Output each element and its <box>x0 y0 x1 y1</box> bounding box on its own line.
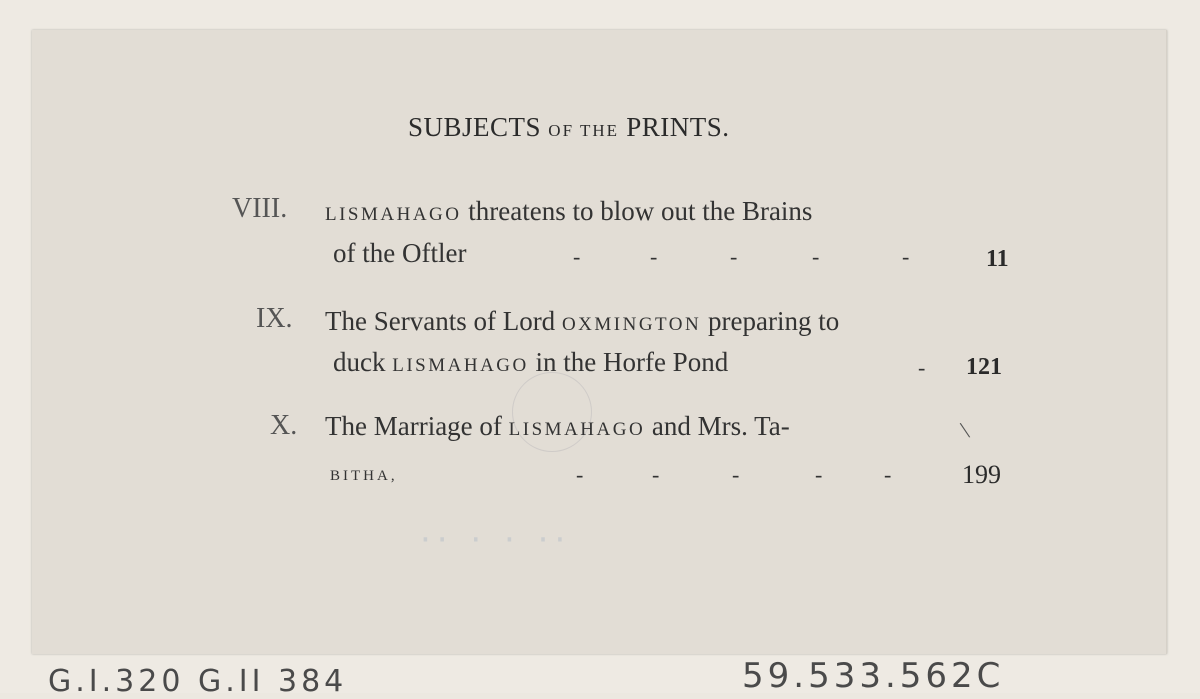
leader-dash: - <box>652 462 660 487</box>
page-number: 121 <box>966 354 1002 380</box>
handwritten-accession-left: G.I.320 G.II 384 <box>48 664 348 699</box>
leader-dash: - <box>573 244 581 269</box>
leader-dash: - <box>650 244 658 269</box>
leader-dash: - <box>730 244 738 269</box>
small-caps-name: BITHA, <box>330 468 398 484</box>
faint-bleedthrough: ·· · · ·· <box>420 520 572 560</box>
handwritten-accession-right: 59.533.562C <box>742 656 1005 696</box>
entry-line <box>325 306 839 337</box>
entry-text: and Mrs. Ta- <box>651 411 790 441</box>
leader-dash: - <box>732 462 740 487</box>
entry-text: The Marriage of <box>325 411 502 441</box>
entry-text: preparing to <box>708 306 840 336</box>
leader-dash: - <box>902 244 910 269</box>
entry-numeral: IX. <box>256 303 293 334</box>
title-main: SUBJECTS <box>408 112 542 142</box>
pen-mark: \ <box>958 417 972 445</box>
leader-dash: - <box>884 462 892 487</box>
page-number: 199 <box>962 460 1001 489</box>
entry-text: threatens to blow out the Brains <box>468 196 813 226</box>
entry-numeral: VIII. <box>232 193 288 224</box>
leader-dash: - <box>918 355 926 380</box>
entry-text: duck <box>333 347 386 377</box>
leader-dash: - <box>812 244 820 269</box>
entry-line: of the Oftler <box>333 238 467 268</box>
entry-text: The Servants of Lord <box>325 306 556 336</box>
entry-text: in the Horfe Pond <box>535 347 729 377</box>
entry-numeral: X. <box>270 410 298 441</box>
title-end: PRINTS. <box>626 112 730 142</box>
small-caps-name: LISMAHAGO <box>392 355 529 376</box>
page-title <box>408 112 730 143</box>
title-mid: OF THE <box>548 121 620 140</box>
small-caps-name: LISMAHAGO <box>325 204 462 225</box>
leader-dash: - <box>576 462 584 487</box>
entry-line <box>333 347 728 378</box>
small-caps-name: LISMAHAGO <box>508 419 646 440</box>
entry-line <box>325 196 812 227</box>
page-number: 11 <box>986 246 1009 272</box>
leader-dash: - <box>815 462 823 487</box>
entry-line <box>325 411 790 442</box>
small-caps-name: OXMINGTON <box>561 314 702 335</box>
